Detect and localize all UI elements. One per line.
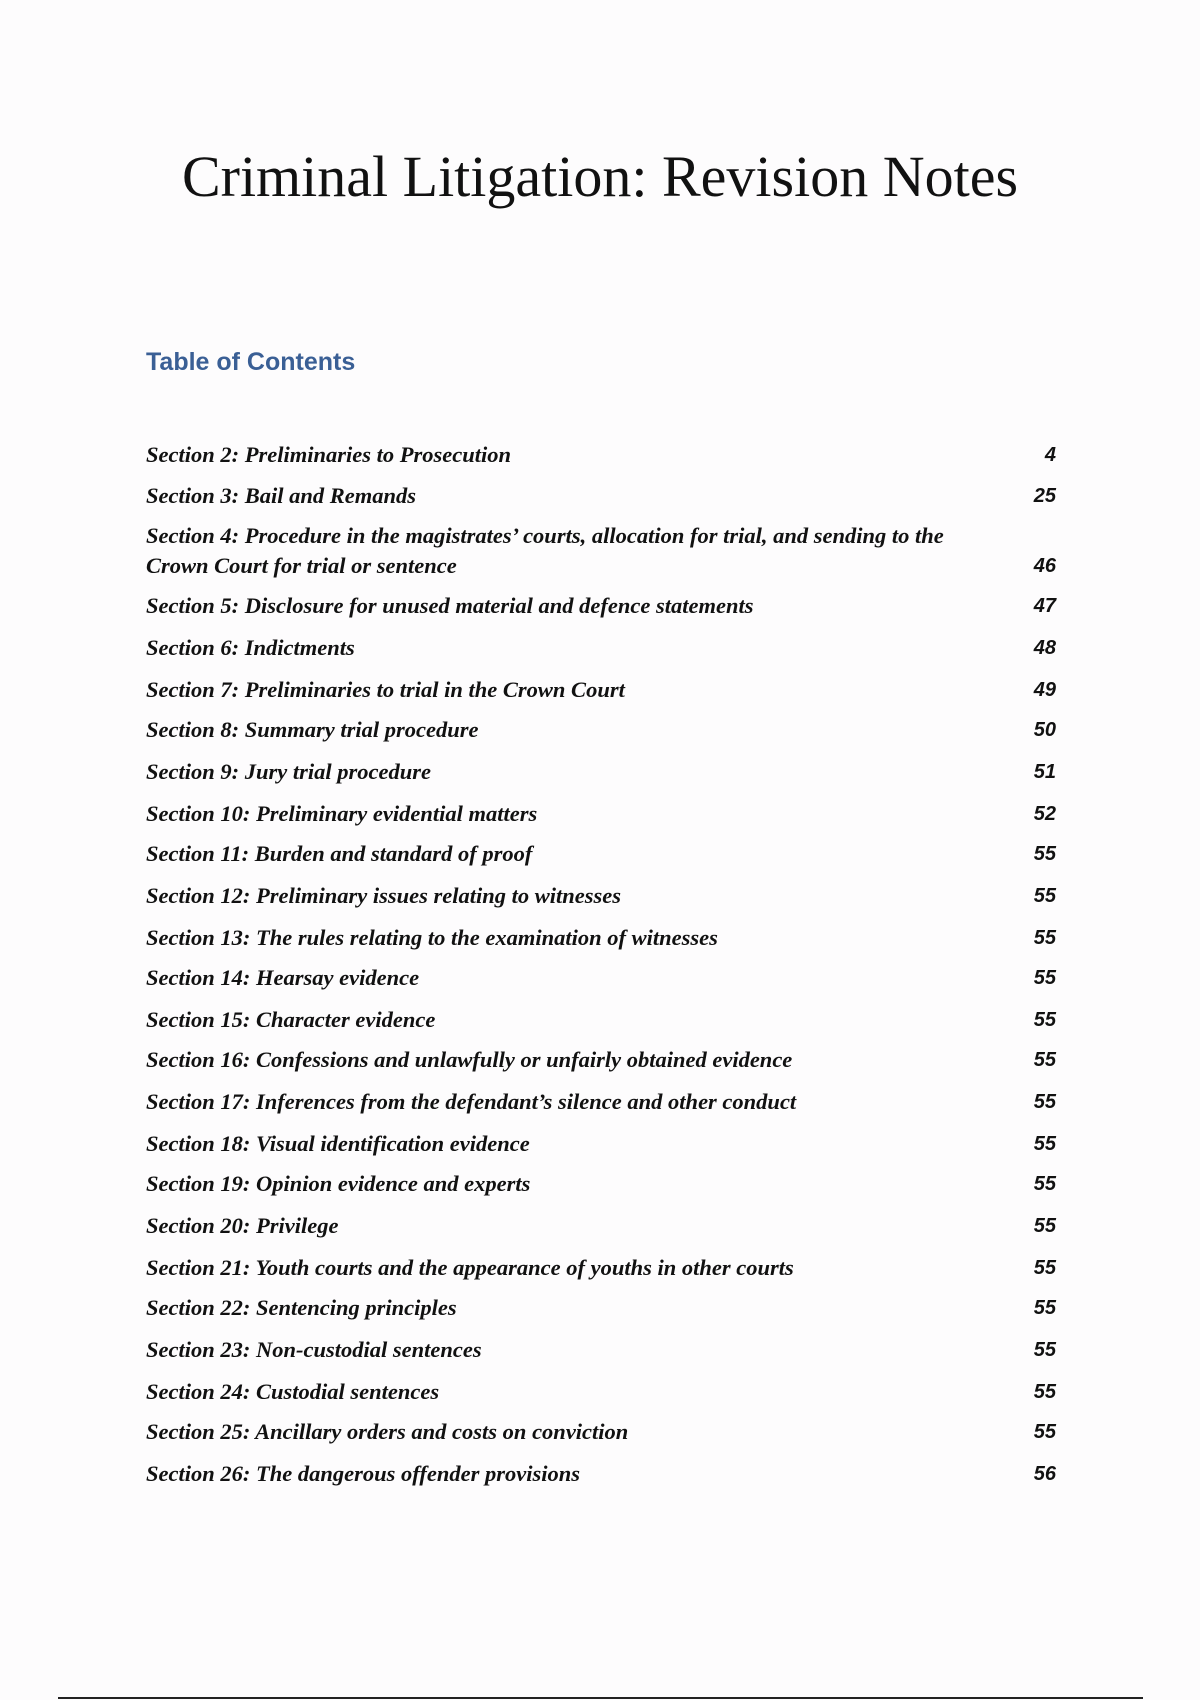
toc-entry-page: 55 [1033,1339,1056,1361]
toc-entry-title: Section 14: Hearsay evidence [146,965,420,990]
table-of-contents [146,440,1056,1489]
toc-entry-title: Section 24: Custodial sentences [146,1379,440,1404]
toc-entry-page: 56 [1033,1463,1056,1485]
toc-entry-title: Section 3: Bail and Remands [146,483,417,508]
toc-entry[interactable] [146,1169,1056,1199]
toc-entry[interactable] [146,1417,1056,1447]
toc-entry-title: Section 21: Youth courts and the appearance of youths in other courts [146,1255,794,1280]
toc-entry[interactable] [146,757,1056,787]
toc-entry-page: 51 [1033,761,1056,783]
toc-entry-page: 52 [1033,803,1056,825]
toc-entry-page: 48 [1033,637,1056,659]
toc-entry-page: 55 [1033,1049,1056,1071]
toc-entry[interactable] [146,963,1056,993]
toc-entry-page: 55 [1033,1173,1056,1195]
toc-entry[interactable] [146,1211,1056,1241]
toc-entry-page: 46 [1033,555,1056,577]
toc-entry-title: Section 11: Burden and standard of proof [146,841,533,866]
toc-entry[interactable] [146,799,1056,829]
toc-entry[interactable] [146,1459,1056,1489]
toc-entry-title: Section 15: Character evidence [146,1007,436,1032]
toc-entry[interactable] [146,1045,1056,1075]
toc-entry-page: 55 [1033,1297,1056,1319]
toc-entry-title: Section 19: Opinion evidence and experts [146,1171,531,1196]
toc-entry-title: Section 8: Summary trial procedure [146,717,479,742]
toc-entry-page: 49 [1033,679,1056,701]
toc-entry-page: 55 [1033,927,1056,949]
toc-entry[interactable] [146,1335,1056,1365]
toc-entry-title: Section 18: Visual identification evidence [146,1131,530,1156]
toc-entry[interactable] [146,591,1056,621]
toc-entry-page: 55 [1033,1091,1056,1113]
toc-entry-title: Section 5: Disclosure for unused material and defence statements [146,593,754,618]
toc-entry-title: Section 13: The rules relating to the examination of witnesses [146,925,718,950]
toc-entry-title: Section 2: Preliminaries to Prosecution [146,442,512,467]
toc-entry-title: Section 9: Jury trial procedure [146,759,431,784]
toc-entry-title: Section 4: Procedure in the magistrates’ courts, allocation for trial, and sending to the Crown Court for trial or sentence [146,523,944,578]
toc-entry-page: 55 [1033,843,1056,865]
toc-entry[interactable] [146,715,1056,745]
toc-entry[interactable] [146,440,1056,470]
toc-entry[interactable] [146,839,1056,869]
toc-entry-page: 25 [1033,485,1056,507]
toc-entry-title: Section 22: Sentencing principles [146,1295,457,1320]
toc-entry-page: 47 [1033,595,1056,617]
toc-entry-page: 55 [1033,967,1056,989]
toc-entry-page: 55 [1033,1381,1056,1403]
document-title: Criminal Litigation: Revision Notes [181,144,1019,209]
toc-entry[interactable] [146,1293,1056,1323]
toc-entry-title: Section 25: Ancillary orders and costs on conviction [146,1419,629,1444]
toc-entry-page: 55 [1033,1009,1056,1031]
toc-entry[interactable] [146,881,1056,911]
toc-entry[interactable] [146,1005,1056,1035]
toc-entry[interactable] [146,1377,1056,1407]
toc-entry[interactable] [146,1129,1056,1159]
toc-heading: Table of Contents [146,348,356,376]
toc-entry-title: Section 26: The dangerous offender provisions [146,1461,580,1486]
toc-entry-page: 50 [1033,719,1056,741]
toc-entry[interactable] [146,521,1056,581]
toc-entry-page: 55 [1033,1133,1056,1155]
toc-entry-page: 55 [1033,1421,1056,1443]
toc-entry-page: 55 [1033,1257,1056,1279]
page-bottom-rule [58,1697,1143,1699]
toc-entry[interactable] [146,481,1056,511]
toc-entry-title: Section 7: Preliminaries to trial in the Crown Court [146,677,625,702]
toc-entry-title: Section 17: Inferences from the defendant’s silence and other conduct [146,1089,797,1114]
toc-entry-title: Section 16: Confessions and unlawfully or unfairly obtained evidence [146,1047,793,1072]
toc-entry[interactable] [146,1253,1056,1283]
toc-entry[interactable] [146,1087,1056,1117]
toc-entry[interactable] [146,923,1056,953]
toc-entry-title: Section 20: Privilege [146,1213,339,1238]
toc-entry-page: 55 [1033,1215,1056,1237]
toc-entry-page: 55 [1033,885,1056,907]
toc-entry-title: Section 6: Indictments [146,635,355,660]
toc-entry-page: 4 [1044,444,1056,466]
toc-entry[interactable] [146,675,1056,705]
toc-entry-title: Section 12: Preliminary issues relating to witnesses [146,883,622,908]
toc-entry-title: Section 10: Preliminary evidential matters [146,801,538,826]
toc-entry-title: Section 23: Non-custodial sentences [146,1337,482,1362]
toc-entry[interactable] [146,633,1056,663]
